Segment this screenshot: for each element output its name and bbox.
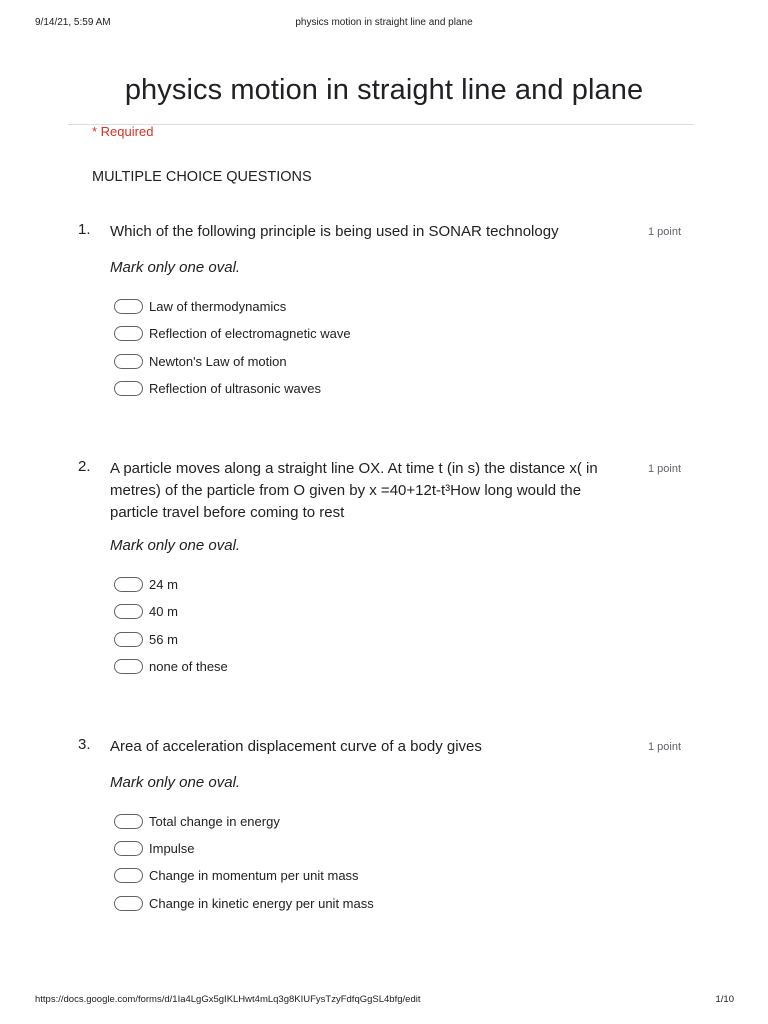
- radio-oval[interactable]: [114, 896, 143, 911]
- option-radio[interactable]: [114, 839, 195, 857]
- option-radio[interactable]: [114, 812, 280, 830]
- option-radio[interactable]: [114, 297, 286, 315]
- option-label: 40 m: [149, 603, 178, 619]
- option-label: Newton's Law of motion: [149, 353, 287, 369]
- question-points: 1 point: [648, 226, 682, 238]
- option-label: Reflection of electromagnetic wave: [149, 325, 351, 341]
- option-label: 56 m: [149, 631, 178, 647]
- radio-oval[interactable]: [114, 632, 143, 647]
- required-note: * Required: [92, 124, 154, 139]
- question-text: A particle moves along a straight line OX. At time t (in s) the distance x( in metres) of the particle from O given by x =40+12t-t³How long would the particle travel before coming to rest: [110, 460, 598, 521]
- question-hint: Mark only one oval.: [110, 259, 241, 276]
- question-points: 1 point: [648, 741, 682, 753]
- option-label: Change in momentum per unit mass: [149, 867, 359, 883]
- radio-oval[interactable]: [114, 604, 143, 619]
- option-radio[interactable]: [114, 630, 178, 648]
- question-text: Area of acceleration displacement curve of a body gives: [110, 738, 482, 755]
- option-radio[interactable]: [114, 575, 178, 593]
- option-radio[interactable]: [114, 352, 287, 370]
- question-number: 2.: [78, 458, 91, 475]
- radio-oval[interactable]: [114, 381, 143, 396]
- radio-oval[interactable]: [114, 868, 143, 883]
- page-number: 1/10: [715, 994, 734, 1005]
- option-label: Impulse: [149, 840, 195, 856]
- question-text: Which of the following principle is being used in SONAR technology: [110, 223, 559, 240]
- question-number: 3.: [78, 736, 91, 753]
- radio-oval[interactable]: [114, 814, 143, 829]
- print-datetime: 9/14/21, 5:59 AM: [35, 17, 111, 28]
- option-radio[interactable]: [114, 657, 228, 675]
- form-title: physics motion in straight line and plane: [124, 74, 644, 106]
- radio-oval[interactable]: [114, 841, 143, 856]
- section-title: MULTIPLE CHOICE QUESTIONS: [92, 169, 312, 185]
- option-radio[interactable]: [114, 324, 351, 342]
- print-doc-title: physics motion in straight line and plane: [295, 17, 473, 28]
- radio-oval[interactable]: [114, 299, 143, 314]
- option-label: Reflection of ultrasonic waves: [149, 380, 321, 396]
- option-radio[interactable]: [114, 866, 359, 884]
- radio-oval[interactable]: [114, 659, 143, 674]
- option-radio[interactable]: [114, 894, 374, 912]
- radio-oval[interactable]: [114, 354, 143, 369]
- option-label: none of these: [149, 658, 228, 674]
- option-label: Total change in energy: [149, 813, 280, 829]
- option-label: Change in kinetic energy per unit mass: [149, 895, 374, 911]
- question-hint: Mark only one oval.: [110, 537, 241, 554]
- question-hint: Mark only one oval.: [110, 774, 241, 791]
- title-divider: [68, 124, 694, 125]
- option-label: Law of thermodynamics: [149, 298, 287, 314]
- question-points: 1 point: [648, 463, 682, 475]
- question-number: 1.: [78, 221, 91, 238]
- option-label: 24 m: [149, 576, 178, 592]
- option-radio[interactable]: [114, 602, 178, 620]
- print-url: https://docs.google.com/forms/d/1Ia4LgGx5gIKLHwt4mLq3g8KIUFysTzyFdfqGgSL4bfg/edit: [35, 994, 421, 1005]
- radio-oval[interactable]: [114, 577, 143, 592]
- option-radio[interactable]: [114, 379, 321, 397]
- radio-oval[interactable]: [114, 326, 143, 341]
